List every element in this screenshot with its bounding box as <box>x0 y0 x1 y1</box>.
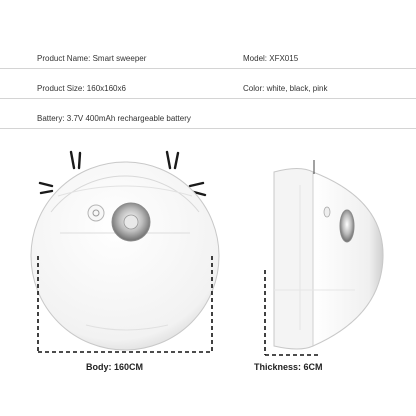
spec-product-name: Product Name: Smart sweeper <box>37 54 147 63</box>
thickness-dimension-label: Thickness: 6CM <box>251 362 326 372</box>
knob-icon <box>112 203 150 241</box>
body-dimension-label: Body: 160CM <box>83 362 146 372</box>
robot-top-view <box>31 162 219 350</box>
side-knob-icon <box>340 210 354 242</box>
spec-battery: Battery: 3.7V 400mAh rechargeable battery <box>37 114 191 123</box>
robot-side-view <box>274 160 383 349</box>
spec-model: Model: XFX015 <box>243 54 299 63</box>
side-power-button-icon <box>324 207 330 217</box>
spec-product-size: Product Size: 160x160x6 <box>37 84 126 93</box>
spec-color: Color: white, black, pink <box>243 84 328 93</box>
power-button-icon <box>88 205 104 221</box>
